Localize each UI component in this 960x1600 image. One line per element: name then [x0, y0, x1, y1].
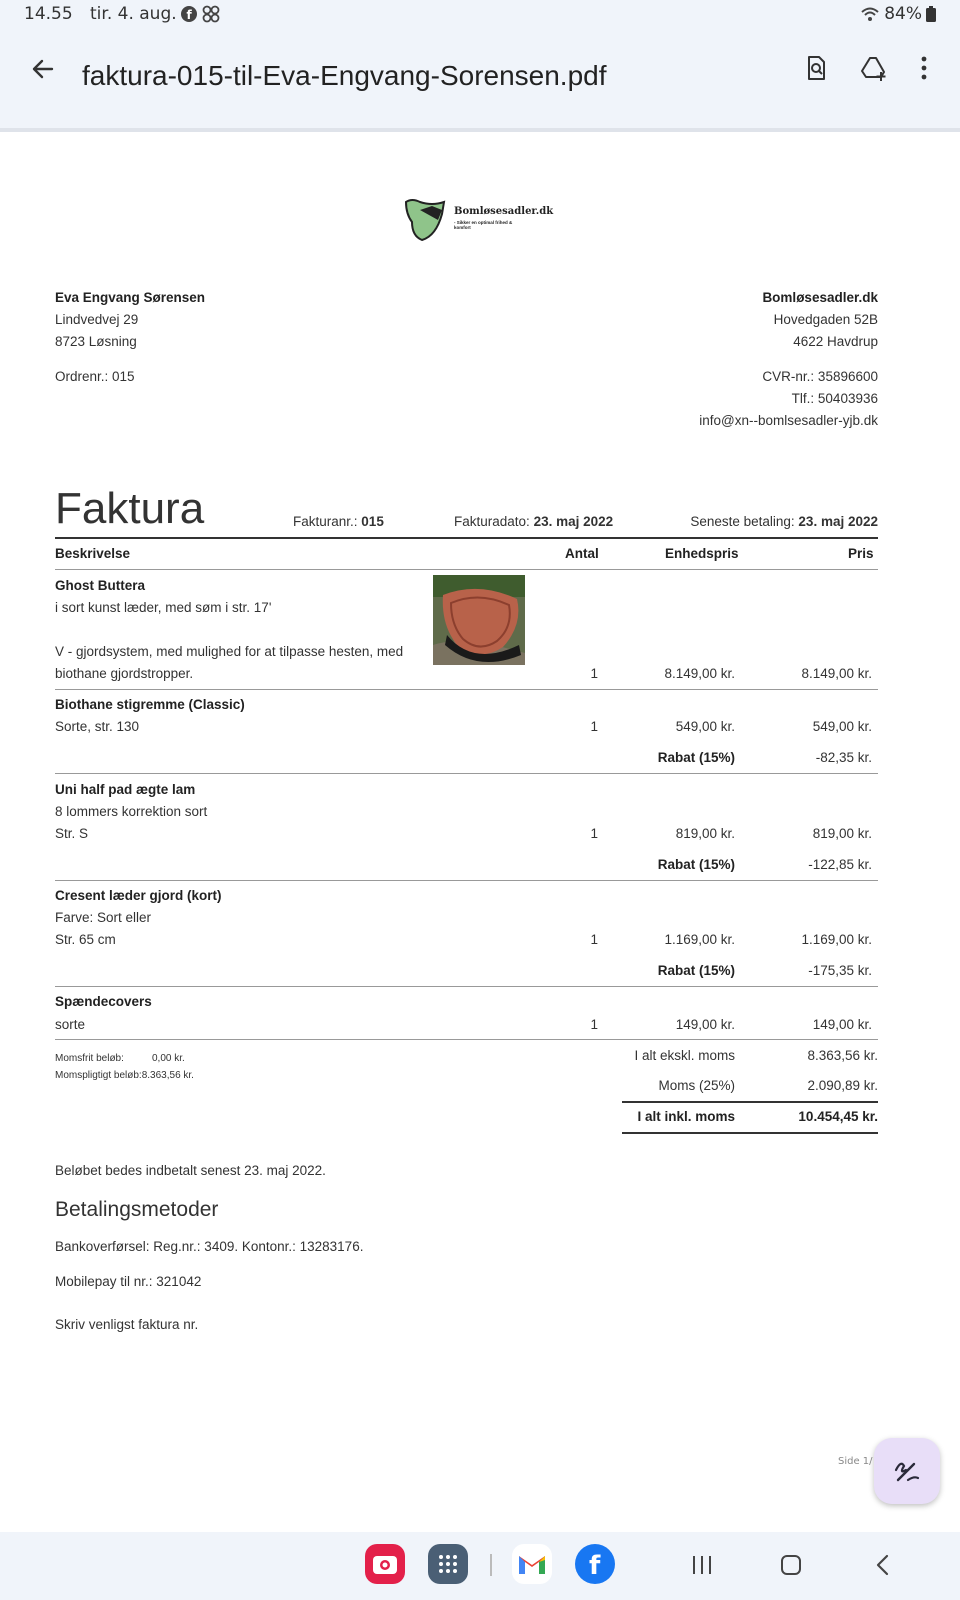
row-divider — [55, 689, 878, 690]
wifi-icon — [860, 5, 880, 23]
vat-free-amount: Momsfrit beløb: 0,00 kr. — [55, 1053, 185, 1064]
facebook-notification-icon — [180, 5, 198, 23]
item-description: Sorte, str. 130 — [55, 719, 140, 734]
row-divider — [55, 986, 878, 987]
customer-city: 8723 Løsning — [55, 334, 137, 349]
pen-scribble-icon — [892, 1456, 922, 1486]
item-description: Farve: Sort eller — [55, 910, 152, 925]
logo-tagline: - Sikker en optimal frihed & komfort — [454, 220, 513, 230]
more-vert-icon — [919, 55, 929, 81]
item-name: Spændecovers — [55, 994, 152, 1009]
apps-grid-icon[interactable] — [428, 1544, 468, 1584]
gmail-app-icon[interactable] — [512, 1544, 552, 1584]
col-header-price: Pris — [848, 546, 874, 561]
col-header-unit-price: Enhedspris — [665, 546, 739, 561]
annotate-button[interactable] — [874, 1438, 940, 1504]
payment-note: Beløbet bedes indbetalt senest 23. maj 2022. — [55, 1163, 326, 1178]
chevron-left-icon — [873, 1553, 893, 1577]
item-discount: -82,35 kr. — [815, 750, 872, 765]
status-date: tir. 4. aug. — [90, 4, 177, 24]
total-excl-vat-label: I alt ekskl. moms — [634, 1048, 735, 1063]
item-unit-price: 549,00 kr. — [675, 719, 735, 734]
item-description: V - gjordsystem, med mulighed for at tilpasse hesten, med — [55, 644, 404, 659]
vat-liable-amount: Momspligtigt beløb:8.363,56 kr. — [55, 1070, 194, 1081]
item-description: i sort kunst læder, med søm i str. 17' — [55, 600, 272, 615]
drive-add-icon — [860, 54, 888, 82]
row-divider — [55, 1039, 878, 1040]
saddle-product-image — [433, 575, 525, 665]
company-name: Bomløsesadler.dk — [762, 290, 878, 305]
recent-apps-button[interactable] — [687, 1550, 717, 1580]
item-description: Str. S — [55, 826, 89, 841]
order-number: Ordrenr.: 015 — [55, 369, 135, 384]
bank-transfer-info: Bankoverførsel: Reg.nr.: 3409. Kontonr.: 13283176. — [55, 1239, 364, 1254]
total-incl-vat: 10.454,45 kr. — [798, 1109, 878, 1124]
notification-icons — [180, 5, 220, 23]
more-options-button[interactable] — [906, 50, 942, 86]
document-title: faktura-015-til-Eva-Engvang-Sorensen.pdf — [82, 60, 607, 91]
item-quantity: 1 — [590, 932, 598, 947]
company-city: 4622 Havdrup — [793, 334, 878, 349]
pdf-page[interactable] — [0, 132, 960, 1532]
col-header-quantity: Antal — [565, 546, 599, 561]
pinwheel-notification-icon — [202, 5, 220, 23]
dock-separator — [490, 1554, 492, 1576]
item-description: biothane gjordstropper. — [55, 666, 194, 681]
table-header-rule — [55, 569, 878, 570]
payment-reference-note: Skriv venligst faktura nr. — [55, 1317, 199, 1332]
add-to-drive-button[interactable] — [856, 50, 892, 86]
recents-icon — [690, 1554, 714, 1576]
arrow-left-icon — [26, 52, 60, 86]
home-icon — [779, 1553, 803, 1577]
payment-methods-heading: Betalingsmetoder — [55, 1198, 219, 1221]
invoice-title: Faktura — [55, 484, 205, 533]
item-price: 8.149,00 kr. — [801, 666, 872, 681]
invoice-date: Fakturadato: 23. maj 2022 — [454, 514, 614, 529]
company-email: info@xn--bomlsesadler-yjb.dk — [699, 413, 878, 428]
battery-percent: 84% — [884, 4, 922, 24]
item-quantity: 1 — [590, 666, 598, 681]
item-name: Cresent læder gjord (kort) — [55, 888, 222, 903]
page-number: Side 1/ — [838, 1456, 873, 1467]
item-discount-label: Rabat (15%) — [657, 963, 735, 978]
item-name: Biothane stigremme (Classic) — [55, 697, 245, 712]
customer-street: Lindvedvej 29 — [55, 312, 139, 327]
company-cvr: CVR-nr.: 35896600 — [762, 369, 878, 384]
vat-amount: 2.090,89 kr. — [807, 1078, 878, 1093]
mobilepay-info: Mobilepay til nr.: 321042 — [55, 1274, 202, 1289]
company-logo — [402, 196, 554, 244]
item-discount-label: Rabat (15%) — [657, 750, 735, 765]
total-rule-top — [622, 1101, 878, 1103]
item-unit-price: 819,00 kr. — [675, 826, 735, 841]
item-discount: -175,35 kr. — [808, 963, 872, 978]
header-rule — [55, 537, 878, 539]
total-rule-bottom — [622, 1132, 878, 1134]
item-description: Str. 65 cm — [55, 932, 116, 947]
item-quantity: 1 — [590, 1017, 598, 1032]
status-time: 14.55 — [24, 4, 73, 24]
navigation-bar — [0, 1532, 960, 1600]
camera-app-icon[interactable] — [365, 1544, 405, 1584]
vat-label: Moms (25%) — [658, 1078, 735, 1093]
item-unit-price: 149,00 kr. — [675, 1017, 735, 1032]
invoice-number: Fakturanr.: 015 — [293, 514, 384, 529]
invoice-due-date: Seneste betaling: 23. maj 2022 — [690, 514, 878, 529]
item-name: Uni half pad ægte lam — [55, 782, 196, 797]
svg-text:f: f — [186, 8, 192, 22]
logo-name: Bomløsesadler.dk — [454, 206, 554, 217]
col-header-description: Beskrivelse — [55, 546, 131, 561]
item-name: Ghost Buttera — [55, 578, 146, 593]
company-phone: Tlf.: 50403936 — [791, 391, 878, 406]
saddle-logo-icon — [402, 196, 452, 244]
item-quantity: 1 — [590, 719, 598, 734]
item-unit-price: 1.169,00 kr. — [664, 932, 735, 947]
item-discount: -122,85 kr. — [808, 857, 872, 872]
back-button[interactable] — [26, 52, 60, 86]
system-back-button[interactable] — [868, 1550, 898, 1580]
document-search-icon — [802, 54, 830, 82]
customer-address — [55, 287, 205, 388]
status-bar — [0, 0, 960, 30]
company-address — [699, 287, 878, 432]
item-unit-price: 8.149,00 kr. — [664, 666, 735, 681]
svg-text:f: f — [589, 1551, 601, 1578]
item-description: 8 lommers korrektion sort — [55, 804, 208, 819]
item-price: 549,00 kr. — [812, 719, 872, 734]
battery-icon — [926, 6, 936, 22]
item-price: 1.169,00 kr. — [801, 932, 872, 947]
customer-name: Eva Engvang Sørensen — [55, 290, 206, 305]
search-document-button[interactable] — [798, 50, 834, 86]
item-description: sorte — [55, 1017, 86, 1032]
row-divider — [55, 880, 878, 881]
item-price: 149,00 kr. — [812, 1017, 872, 1032]
item-price: 819,00 kr. — [812, 826, 872, 841]
item-quantity: 1 — [590, 826, 598, 841]
row-divider — [55, 773, 878, 774]
app-bar — [0, 30, 960, 128]
company-street: Hovedgaden 52B — [773, 312, 878, 327]
facebook-app-icon[interactable] — [575, 1544, 615, 1584]
home-button[interactable] — [776, 1550, 806, 1580]
total-excl-vat: 8.363,56 kr. — [807, 1048, 878, 1063]
item-discount-label: Rabat (15%) — [657, 857, 735, 872]
total-incl-vat-label: I alt inkl. moms — [637, 1109, 735, 1124]
